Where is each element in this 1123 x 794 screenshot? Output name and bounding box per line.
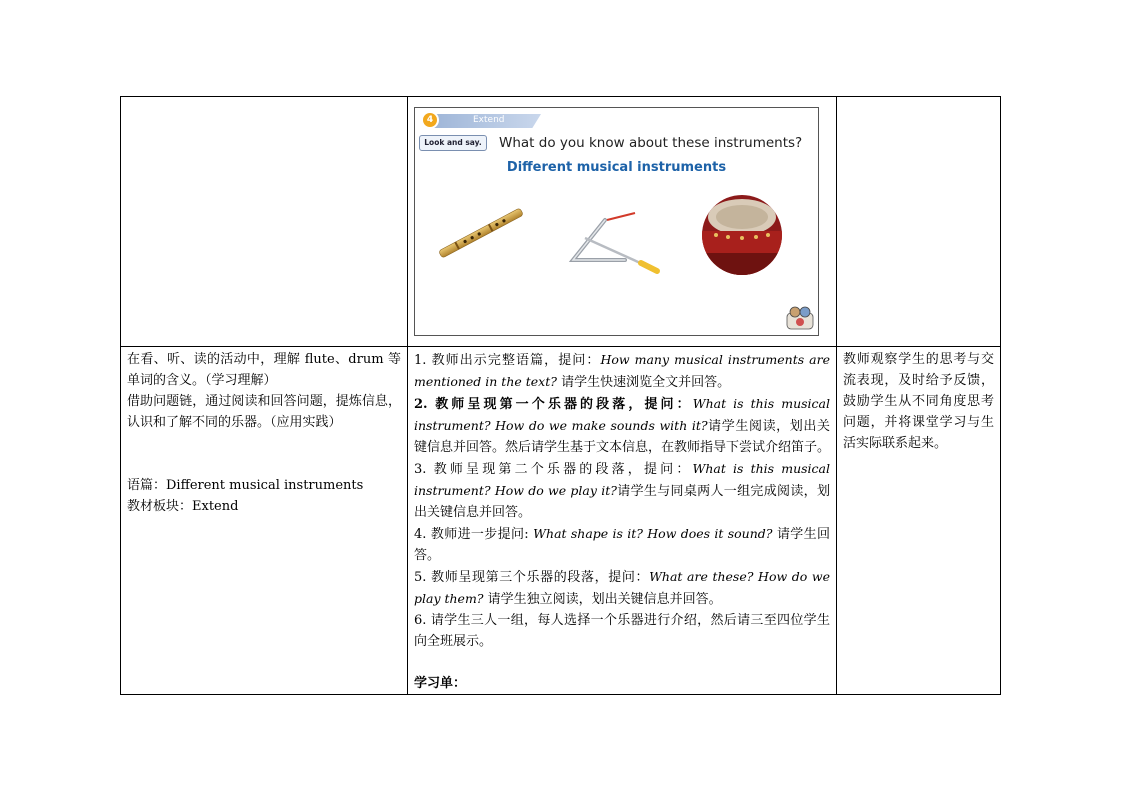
objective-practice: 借助问题链，通过阅读和回答问题，提炼信息，认识和了解不同的乐器。（应用实践）: [127, 394, 401, 430]
empty-cell-top-right: [837, 97, 1001, 347]
courseware-slide: [414, 107, 819, 336]
step-6: 6. 请学生三人一组，每人选择一个乐器进行介绍，然后请三至四位学生向全班展示。: [414, 613, 830, 649]
banner-label: Extend: [473, 115, 505, 125]
slide-subtitle: Different musical instruments: [506, 160, 727, 175]
step-3: 3. 教师呈现第二个乐器的段落，提问：What is this musical instrument? How do we play it?请学生与同桌两人一组完成阅读，划出关键信息并回答。: [414, 461, 830, 520]
module-label: 教材板块：Extend: [127, 499, 239, 514]
look-and-say-button: Look and say.: [419, 135, 487, 151]
step-5: 5. 教师呈现第三个乐器的段落，提问：What are these? How do we play them? 请学生独立阅读，划出关键信息并回答。: [414, 569, 830, 607]
assessment-text: 教师观察学生的思考与交流表现，及时给予反馈，鼓励学生从不同角度思考问题，并将课堂学习与生活实际联系起来。: [843, 352, 994, 451]
empty-cell-top-left: [121, 97, 408, 347]
teaching-steps-cell: [408, 347, 837, 695]
step-number-badge: 4: [421, 111, 439, 129]
objective-understanding: 在看、听、读的活动中，理解 flute、drum 等单词的含义。（学习理解）: [127, 352, 401, 388]
slide-question: What do you know about these instruments?: [499, 135, 803, 151]
triangle-image: [565, 208, 665, 278]
step-1: 1. 教师出示完整语篇，提问：How many musical instruments are mentioned in the text? 请学生快速浏览全文并回答。: [414, 352, 830, 390]
text-label: 语篇：Different musical instruments: [127, 478, 364, 493]
extend-banner: [421, 111, 541, 129]
assessment-cell: [837, 347, 1001, 695]
objectives-cell: [121, 347, 408, 695]
lesson-plan-table: [120, 96, 1001, 695]
flute-image: [433, 203, 529, 263]
step-4: 4. 教师进一步提问: What shape is it? How does it sound? 请学生回答。: [414, 526, 830, 563]
slide-cell: [408, 97, 837, 347]
worksheet-label: 学习单：: [414, 676, 467, 691]
drum-image: [702, 195, 782, 275]
mascot-icon: [785, 303, 815, 331]
step-2: 2. 教师呈现第一个乐器的段落，提问：What is this musical instrument? How do we make sounds with it?请学生阅读，划出关键信息并回答。然后请学生基于文本信息，在教师指导下尝试介绍笛子。: [414, 396, 831, 455]
